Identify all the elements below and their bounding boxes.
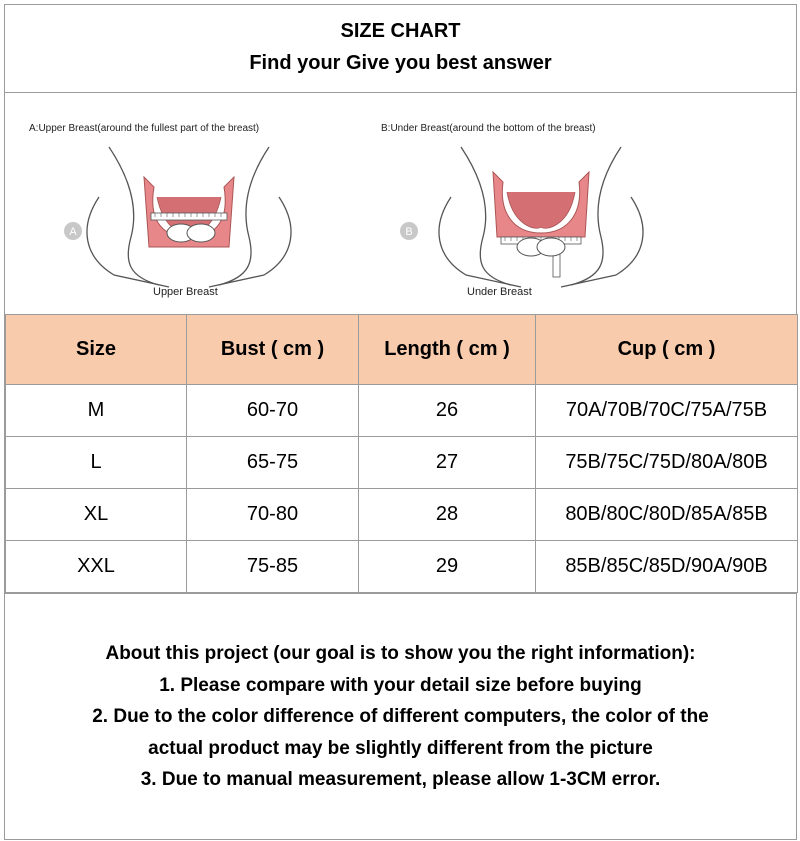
header-bust: Bust ( cm ) — [187, 315, 359, 385]
note-line-2-cont: actual product may be slightly different from the picture — [148, 737, 653, 759]
under-breast-panel — [381, 93, 681, 314]
cell-cup: 85B/85C/85D/90A/90B — [536, 541, 798, 593]
table-header-row — [6, 315, 798, 385]
cell-size: XL — [6, 489, 187, 541]
cell-length: 29 — [359, 541, 536, 593]
chart-header — [5, 5, 796, 93]
upper-breast-figure — [69, 137, 309, 297]
marker-a: A — [69, 226, 77, 238]
cell-cup: 75B/75C/75D/80A/80B — [536, 437, 798, 489]
cell-size: L — [6, 437, 187, 489]
under-breast-figure — [405, 137, 661, 297]
note-line-3: 3. Due to manual measurement, please allow 1-3CM error. — [140, 769, 661, 790]
cell-length: 27 — [359, 437, 536, 489]
cell-bust: 70-80 — [187, 489, 359, 541]
notes-section — [5, 593, 796, 841]
cell-bust: 65-75 — [187, 437, 359, 489]
cell-bust: 75-85 — [187, 541, 359, 593]
table-row — [6, 385, 798, 437]
cell-size: XXL — [6, 541, 187, 593]
under-breast-caption: B:Under Breast(around the bottom of the breast) — [381, 123, 596, 134]
table-row — [6, 437, 798, 489]
note-line-1: 1. Please compare with your detail size before buying — [159, 674, 642, 696]
size-chart-sheet — [4, 4, 797, 840]
header-cup: Cup ( cm ) — [536, 315, 798, 385]
cell-cup: 70A/70B/70C/75A/75B — [536, 385, 798, 437]
upper-breast-caption: A:Upper Breast(around the fullest part of the breast) — [29, 123, 260, 134]
notes-intro: About this project (our goal is to show you the right information): — [105, 643, 696, 664]
marker-b: B — [405, 226, 413, 238]
measurement-illustrations — [5, 93, 796, 315]
table-row — [6, 541, 798, 593]
cell-length: 26 — [359, 385, 536, 437]
under-breast-label: Under Breast — [467, 286, 532, 298]
upper-breast-panel — [29, 93, 329, 314]
upper-breast-label: Upper Breast — [153, 286, 218, 298]
size-table — [5, 314, 798, 593]
header-length: Length ( cm ) — [359, 315, 536, 385]
chart-subtitle: Find your Give you best answer — [249, 52, 552, 74]
cell-bust: 60-70 — [187, 385, 359, 437]
chart-title: SIZE CHART — [340, 20, 461, 42]
header-size: Size — [6, 315, 187, 385]
cell-cup: 80B/80C/80D/85A/85B — [536, 489, 798, 541]
note-line-2: 2. Due to the color difference of different computers, the color of the — [92, 706, 709, 727]
cell-size: M — [6, 385, 187, 437]
cell-length: 28 — [359, 489, 536, 541]
table-row — [6, 489, 798, 541]
